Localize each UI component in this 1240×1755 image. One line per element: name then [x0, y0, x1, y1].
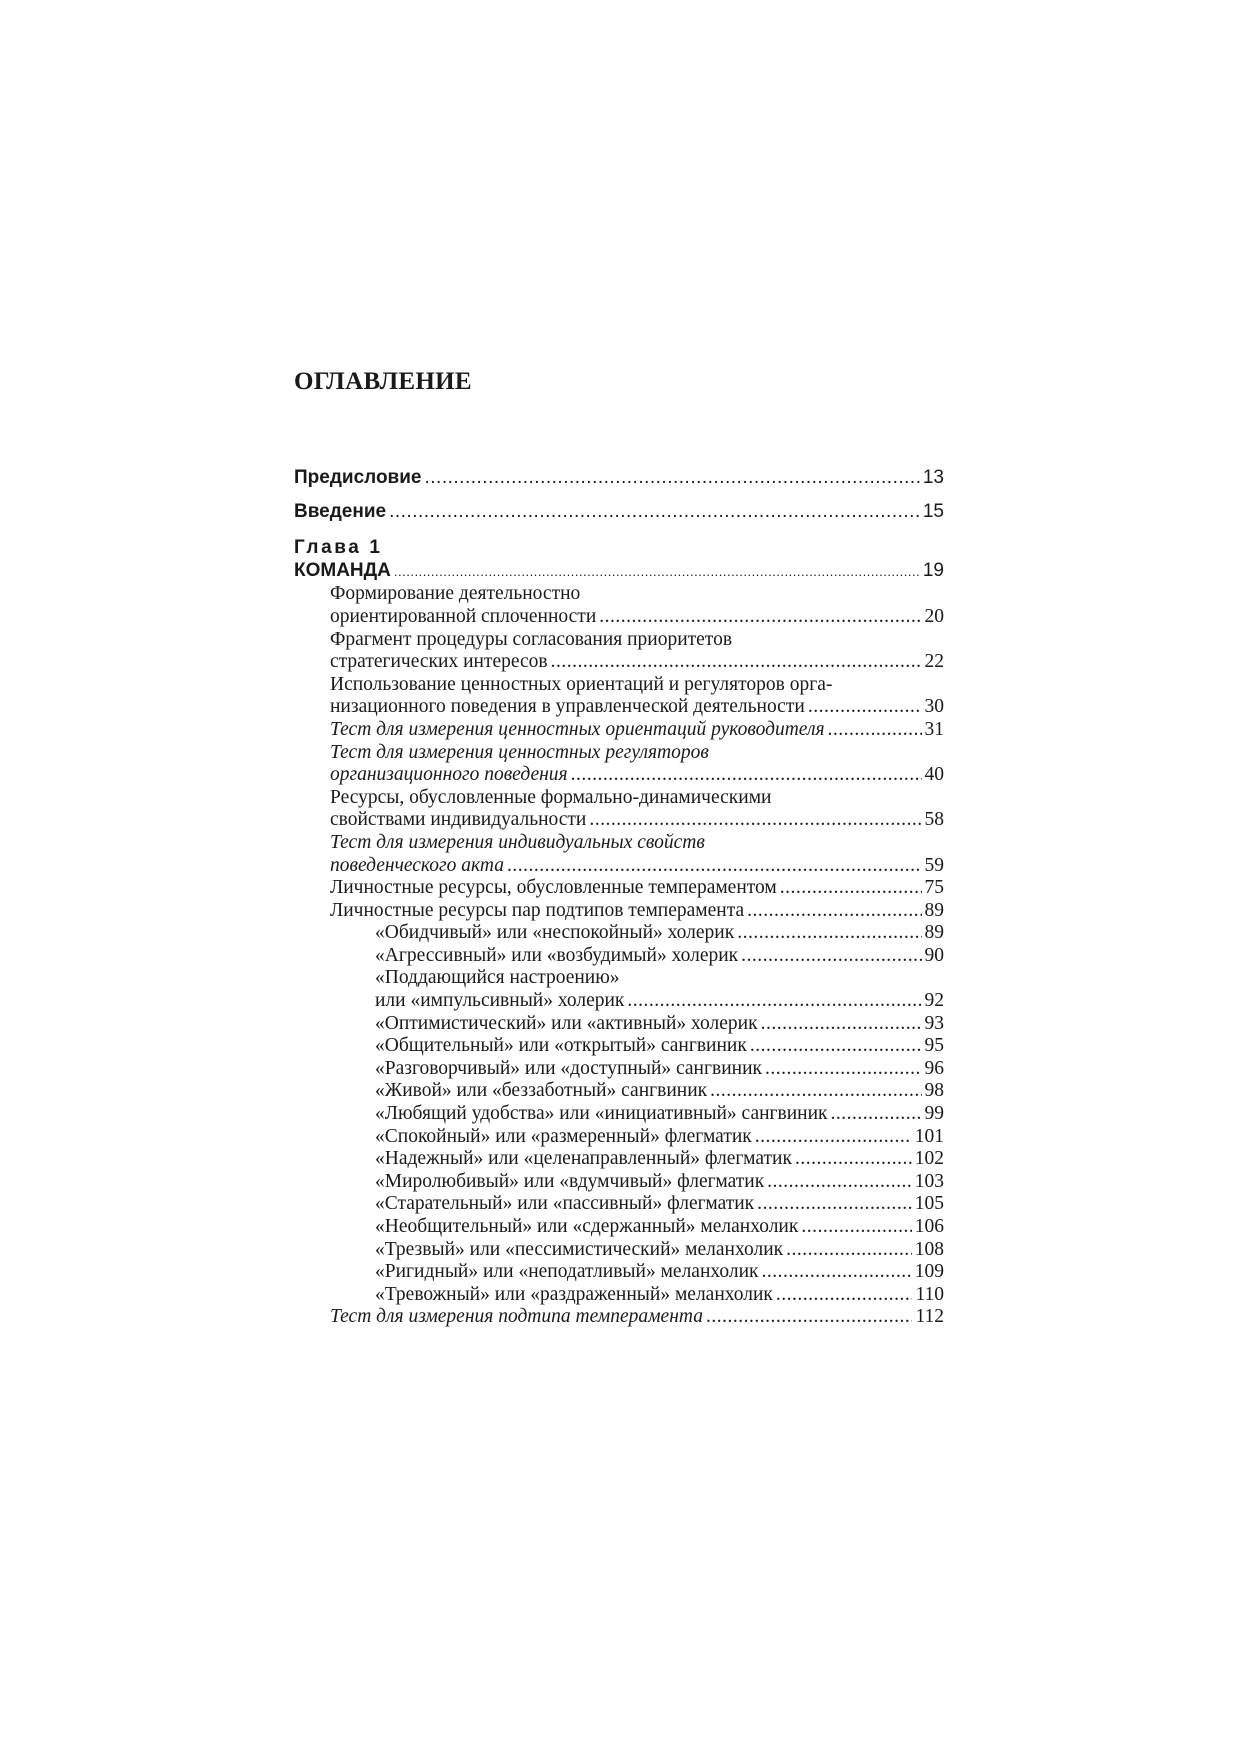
- dot-leader: [757, 1193, 912, 1216]
- toc-section-line: стратегических интересов: [330, 651, 548, 673]
- toc-test[interactable]: [330, 1306, 944, 1329]
- page-title: ОГЛАВЛЕНИЕ: [294, 368, 472, 395]
- toc-subtype[interactable]: [375, 1261, 944, 1284]
- toc-section[interactable]: [330, 674, 944, 719]
- page-number: 90: [924, 944, 944, 966]
- page-number: 98: [924, 1080, 944, 1102]
- table-of-contents: [294, 467, 944, 1329]
- toc-section-line: низационного поведения в управленческой деятельности: [330, 696, 805, 718]
- page-number: 109: [914, 1261, 944, 1283]
- dot-leader: [741, 945, 921, 968]
- page-number: 93: [924, 1012, 944, 1034]
- page-number: 92: [924, 990, 944, 1012]
- toc-section[interactable]: [330, 787, 944, 832]
- dot-leader: [551, 651, 922, 674]
- page-number: 15: [922, 500, 944, 522]
- page-number: 20: [924, 605, 944, 627]
- toc-entry-preface[interactable]: [294, 467, 944, 490]
- dot-leader: [786, 1239, 912, 1262]
- toc-section-line: организационного поведения: [330, 764, 568, 786]
- toc-subtype-line: «Оптимистический» или «активный» холерик: [375, 1012, 758, 1034]
- dot-leader: [599, 606, 921, 629]
- dot-leader: [747, 900, 921, 923]
- toc-subtype-line: «Спокойный» или «размеренный» флегматик: [375, 1125, 752, 1147]
- toc-test[interactable]: [330, 742, 944, 787]
- toc-entry-intro[interactable]: [294, 501, 944, 524]
- toc-section-line: поведенческого акта: [330, 854, 504, 876]
- dot-leader: [780, 877, 922, 900]
- toc-section-line: свойствами индивидуальности: [330, 809, 587, 831]
- toc-subtype-line: «Живой» или «беззаботный» сангвиник: [375, 1080, 708, 1102]
- dot-leader: [627, 990, 921, 1013]
- dot-leader: [801, 1216, 911, 1239]
- toc-section-line: Личностные ресурсы, обусловленные темпераментом: [330, 877, 777, 899]
- toc-subtype[interactable]: [375, 1126, 944, 1149]
- page-number: 110: [915, 1283, 944, 1305]
- toc-subtype[interactable]: [375, 1284, 944, 1307]
- toc-section-line: ориентированной сплоченности: [330, 605, 597, 627]
- toc-subtype[interactable]: [375, 1103, 944, 1126]
- page-number: 31: [924, 718, 944, 740]
- dot-leader: [710, 1080, 921, 1103]
- dot-leader: [767, 1171, 912, 1194]
- toc-subtype[interactable]: [375, 1148, 944, 1171]
- page-number: 13: [922, 467, 944, 488]
- toc-subtype-line: «Обидчивый» или «неспокойный» холерик: [375, 922, 735, 944]
- toc-subtype-line: «Миролюбивый» или «вдумчивый» флегматик: [375, 1170, 765, 1192]
- toc-section-line: Использование ценностных ориентаций и регуляторов орга-: [330, 673, 833, 695]
- dot-leader: [706, 1306, 913, 1329]
- dot-leader: [795, 1148, 912, 1171]
- dot-leader: [425, 467, 920, 490]
- toc-subtype-line: «Любящий удобства» или «инициативный» сангвиник: [375, 1103, 828, 1125]
- page-number: 89: [924, 922, 944, 944]
- toc-section-line: Фрагмент процедуры согласования приоритетов: [330, 628, 733, 650]
- toc-test[interactable]: [330, 719, 944, 742]
- toc-section-line: Тест для измерения ценностных регуляторов: [330, 741, 709, 763]
- toc-subtype[interactable]: [375, 967, 944, 1012]
- dot-leader: [776, 1284, 913, 1307]
- dot-leader: [761, 1013, 922, 1036]
- page-number: 59: [924, 854, 944, 876]
- toc-section[interactable]: [330, 629, 944, 674]
- toc-section-line: Формирование деятельностно: [330, 583, 581, 605]
- toc-subtype-line: «Общительный» или «открытый» сангвиник: [375, 1035, 747, 1057]
- page-number: 22: [924, 651, 944, 673]
- page-number: 112: [915, 1306, 944, 1328]
- toc-subtype-line: «Надежный» или «целенаправленный» флегматик: [375, 1148, 792, 1170]
- toc-entry-title: Введение: [294, 500, 387, 522]
- toc-subtype-line: «Ригидный» или «неподатливый» меланхолик: [375, 1261, 759, 1283]
- dot-leader: [750, 1035, 922, 1058]
- toc-section[interactable]: [330, 877, 944, 900]
- page-number: 58: [924, 809, 944, 831]
- toc-test[interactable]: [330, 832, 944, 877]
- page-number: 103: [914, 1170, 944, 1192]
- toc-subtype-line: «Трезвый» или «пессимистический» меланхолик: [375, 1238, 784, 1260]
- dot-leader: [831, 1103, 922, 1126]
- dot-leader: [755, 1126, 912, 1149]
- toc-section[interactable]: [330, 900, 944, 923]
- toc-subtype[interactable]: [375, 1239, 944, 1262]
- toc-subtype[interactable]: [375, 1080, 944, 1103]
- page-number: 99: [924, 1103, 944, 1125]
- page-number: 40: [924, 764, 944, 786]
- toc-subtype-line: «Поддающийся настроению»: [375, 967, 620, 989]
- page-number: 108: [914, 1238, 944, 1260]
- page-number: 102: [914, 1148, 944, 1170]
- page-number: 101: [914, 1125, 944, 1147]
- dot-leader: [737, 922, 921, 945]
- dot-leader: [762, 1261, 912, 1284]
- page-number: 89: [924, 899, 944, 921]
- dot-leader: [808, 696, 922, 719]
- toc-subtype-line: «Агрессивный» или «возбудимый» холерик: [375, 944, 739, 966]
- dot-leader: [394, 560, 920, 584]
- toc-subtype[interactable]: [375, 1035, 944, 1058]
- toc-subtype-line: или «импульсивный» холерик: [375, 990, 625, 1012]
- toc-subtype-line: «Тревожный» или «раздраженный» меланхолик: [375, 1283, 773, 1305]
- toc-subtype[interactable]: [375, 1171, 944, 1194]
- page-number: 105: [914, 1193, 944, 1215]
- toc-entry-title: Предисловие: [294, 467, 422, 488]
- toc-section-line: Тест для измерения подтипа темперамента: [330, 1306, 703, 1328]
- chapter-1[interactable]: [294, 537, 944, 583]
- toc-subtype-line: «Разговорчивый» или «доступный» сангвиник: [375, 1057, 762, 1079]
- dot-leader: [389, 501, 920, 524]
- page-number: 106: [914, 1216, 944, 1237]
- chapter-label: Глава 1: [294, 537, 383, 559]
- dot-leader: [507, 855, 922, 878]
- page-number: 19: [922, 559, 944, 581]
- page-number: 95: [924, 1035, 944, 1057]
- dot-leader: [571, 764, 922, 787]
- dot-leader: [589, 809, 921, 832]
- toc-subtype[interactable]: [375, 1193, 944, 1216]
- page-number: 30: [924, 696, 944, 718]
- toc-subtype[interactable]: [375, 1216, 944, 1239]
- toc-subtype-line: «Необщительный» или «сдержанный» меланхолик: [375, 1216, 799, 1237]
- toc-subtype[interactable]: [375, 922, 944, 945]
- dot-leader: [765, 1058, 922, 1081]
- toc-section-line: Личностные ресурсы пар подтипов темперамента: [330, 899, 745, 921]
- page-number: 96: [924, 1057, 944, 1079]
- chapter-title: КОМАНДА: [294, 559, 391, 581]
- page-number: 75: [924, 877, 944, 899]
- toc-subtype-line: «Старательный» или «пассивный» флегматик: [375, 1193, 755, 1215]
- toc-subtype[interactable]: [375, 1013, 944, 1036]
- toc-section-line: Тест для измерения ценностных ориентаций руководителя: [330, 718, 825, 740]
- toc-section-line: Ресурсы, обусловленные формально-динамическими: [330, 786, 772, 808]
- dot-leader: [828, 719, 922, 742]
- toc-section-line: Тест для измерения индивидуальных свойств: [330, 831, 705, 853]
- toc-subtype[interactable]: [375, 945, 944, 968]
- toc-section[interactable]: [330, 583, 944, 628]
- toc-subtype[interactable]: [375, 1058, 944, 1081]
